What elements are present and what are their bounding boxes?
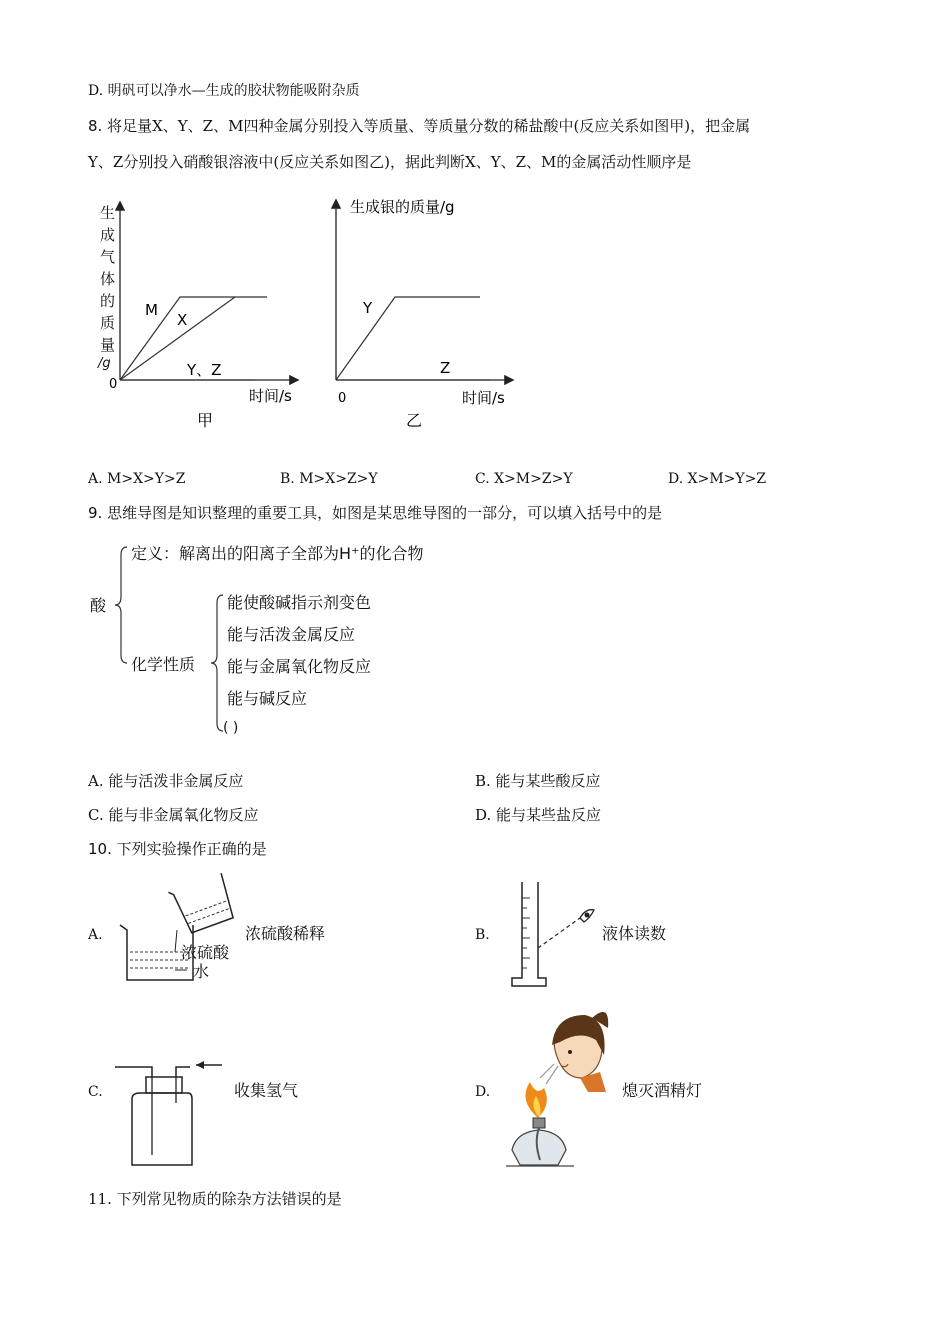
q10-a-caption: 浓硫酸稀释 [245, 924, 326, 943]
svg-text:量: 量 [100, 336, 116, 354]
flame-icon [526, 1082, 547, 1118]
graph-b-caption: 乙 [406, 411, 423, 430]
q8-stem-line2: Y、Z分别投入硝酸银溶液中(反应关系如图乙)，据此判断X、Y、Z、M的金属活动性顺序是 [88, 153, 692, 171]
q10-c-letter[interactable]: C. [88, 1084, 103, 1100]
mind-map-blank: ( ) [223, 720, 239, 736]
graph-a-label-yz: Y、Z [187, 361, 222, 379]
mind-map-branch: 化学性质 [131, 655, 196, 674]
graph-a [85, 195, 315, 435]
q8-option-d[interactable]: D. X>M>Y>Z [668, 471, 767, 487]
q9-option-a[interactable]: A. 能与活泼非金属反应 [88, 772, 244, 790]
graph-a-caption: 甲 [197, 411, 214, 430]
svg-text:质: 质 [100, 314, 116, 332]
dilution-label-acid: 浓硫酸 [181, 943, 230, 962]
dilution-label-water: 水 [193, 962, 210, 981]
svg-text:生: 生 [100, 204, 116, 222]
q10-number: 10. [88, 840, 112, 858]
graph-b-label-y: Y [363, 299, 373, 317]
graph-a-label-m: M [145, 301, 158, 319]
mind-map [85, 535, 485, 745]
mind-map-prop-4: 能与碱反应 [227, 689, 308, 708]
svg-text:体: 体 [100, 270, 116, 288]
mind-map-brace-props [211, 595, 223, 731]
q8-stem-line1 [88, 116, 750, 136]
gas-bottle-illustration [110, 1055, 230, 1173]
graph-a-x-label: 时间/s [249, 387, 292, 405]
svg-text:的: 的 [100, 292, 116, 310]
mind-map-prop-3: 能与金属氧化物反应 [227, 657, 372, 676]
cylinder-illustration [500, 878, 600, 990]
q10-a-letter[interactable]: A. [88, 927, 103, 943]
graph-b-line-y [336, 297, 480, 380]
svg-text:成: 成 [100, 226, 116, 244]
q8-number: 8. [88, 117, 103, 135]
gas-bottle-icon [132, 1093, 192, 1165]
mind-map-brace-root [115, 547, 127, 663]
q9-number: 9. [88, 504, 103, 522]
graph-a-origin: 0 [109, 377, 118, 392]
mind-map-prop-2: 能与活泼金属反应 [227, 625, 356, 644]
mind-map-definition: 定义：解离出的阳离子全部为H⁺的化合物 [131, 544, 424, 563]
graph-a-y-label [97, 204, 115, 371]
mind-map-prop-1: 能使酸碱指示剂变色 [227, 593, 372, 612]
graph-b-origin: 0 [338, 391, 347, 406]
q10-d-letter[interactable]: D. [475, 1084, 491, 1100]
q9-option-b[interactable]: B. 能与某些酸反应 [475, 772, 601, 790]
q8-option-b[interactable]: B. M>X>Z>Y [280, 471, 378, 487]
q10-d-caption: 熄灭酒精灯 [622, 1081, 703, 1100]
graph-b [320, 195, 530, 435]
sight-line [538, 918, 580, 948]
q9-stem [88, 503, 662, 523]
pouring-beaker-icon [168, 873, 236, 935]
q9-option-c[interactable]: C. 能与非金属氧化物反应 [88, 806, 259, 824]
graph-b-y-label: 生成银的质量/g [350, 198, 455, 216]
q9-option-d[interactable]: D. 能与某些盐反应 [475, 806, 602, 824]
q8-stem-text1: 将足量X、Y、Z、M四种金属分别投入等质量、等质量分数的稀盐酸中(反应关系如图甲)，把金属 [107, 117, 751, 135]
q10-b-letter[interactable]: B. [475, 927, 490, 943]
q11-stem: 11. 下列常见物质的除杂方法错误的是 [88, 1190, 342, 1208]
q10-b-caption: 液体读数 [602, 924, 667, 943]
person-face-icon [552, 1012, 608, 1092]
svg-text:气: 气 [100, 248, 116, 266]
q8-option-a[interactable]: A. M>X>Y>Z [88, 471, 186, 487]
svg-text:/g: /g [98, 356, 111, 371]
graph-a-label-x: X [177, 311, 188, 329]
mind-map-root: 酸 [90, 596, 107, 615]
alcohol-lamp-icon [506, 1118, 574, 1166]
graph-b-x-label: 时间/s [462, 389, 505, 407]
q7-option-d: D. 明矾可以净水—生成的胶状物能吸附杂质 [88, 83, 360, 99]
q10-c-caption: 收集氢气 [234, 1081, 299, 1100]
q10-stem-text: 下列实验操作正确的是 [116, 840, 267, 858]
alcohol-lamp-illustration [500, 1000, 620, 1170]
q9-stem-text: 思维导图是知识整理的重要工具，如图是某思维导图的一部分，可以填入括号中的是 [107, 504, 663, 522]
q10-stem [88, 839, 267, 859]
dilution-illustration [115, 870, 245, 990]
q8-option-c[interactable]: C. X>M>Z>Y [475, 471, 573, 487]
graph-b-label-z: Z [440, 359, 451, 377]
